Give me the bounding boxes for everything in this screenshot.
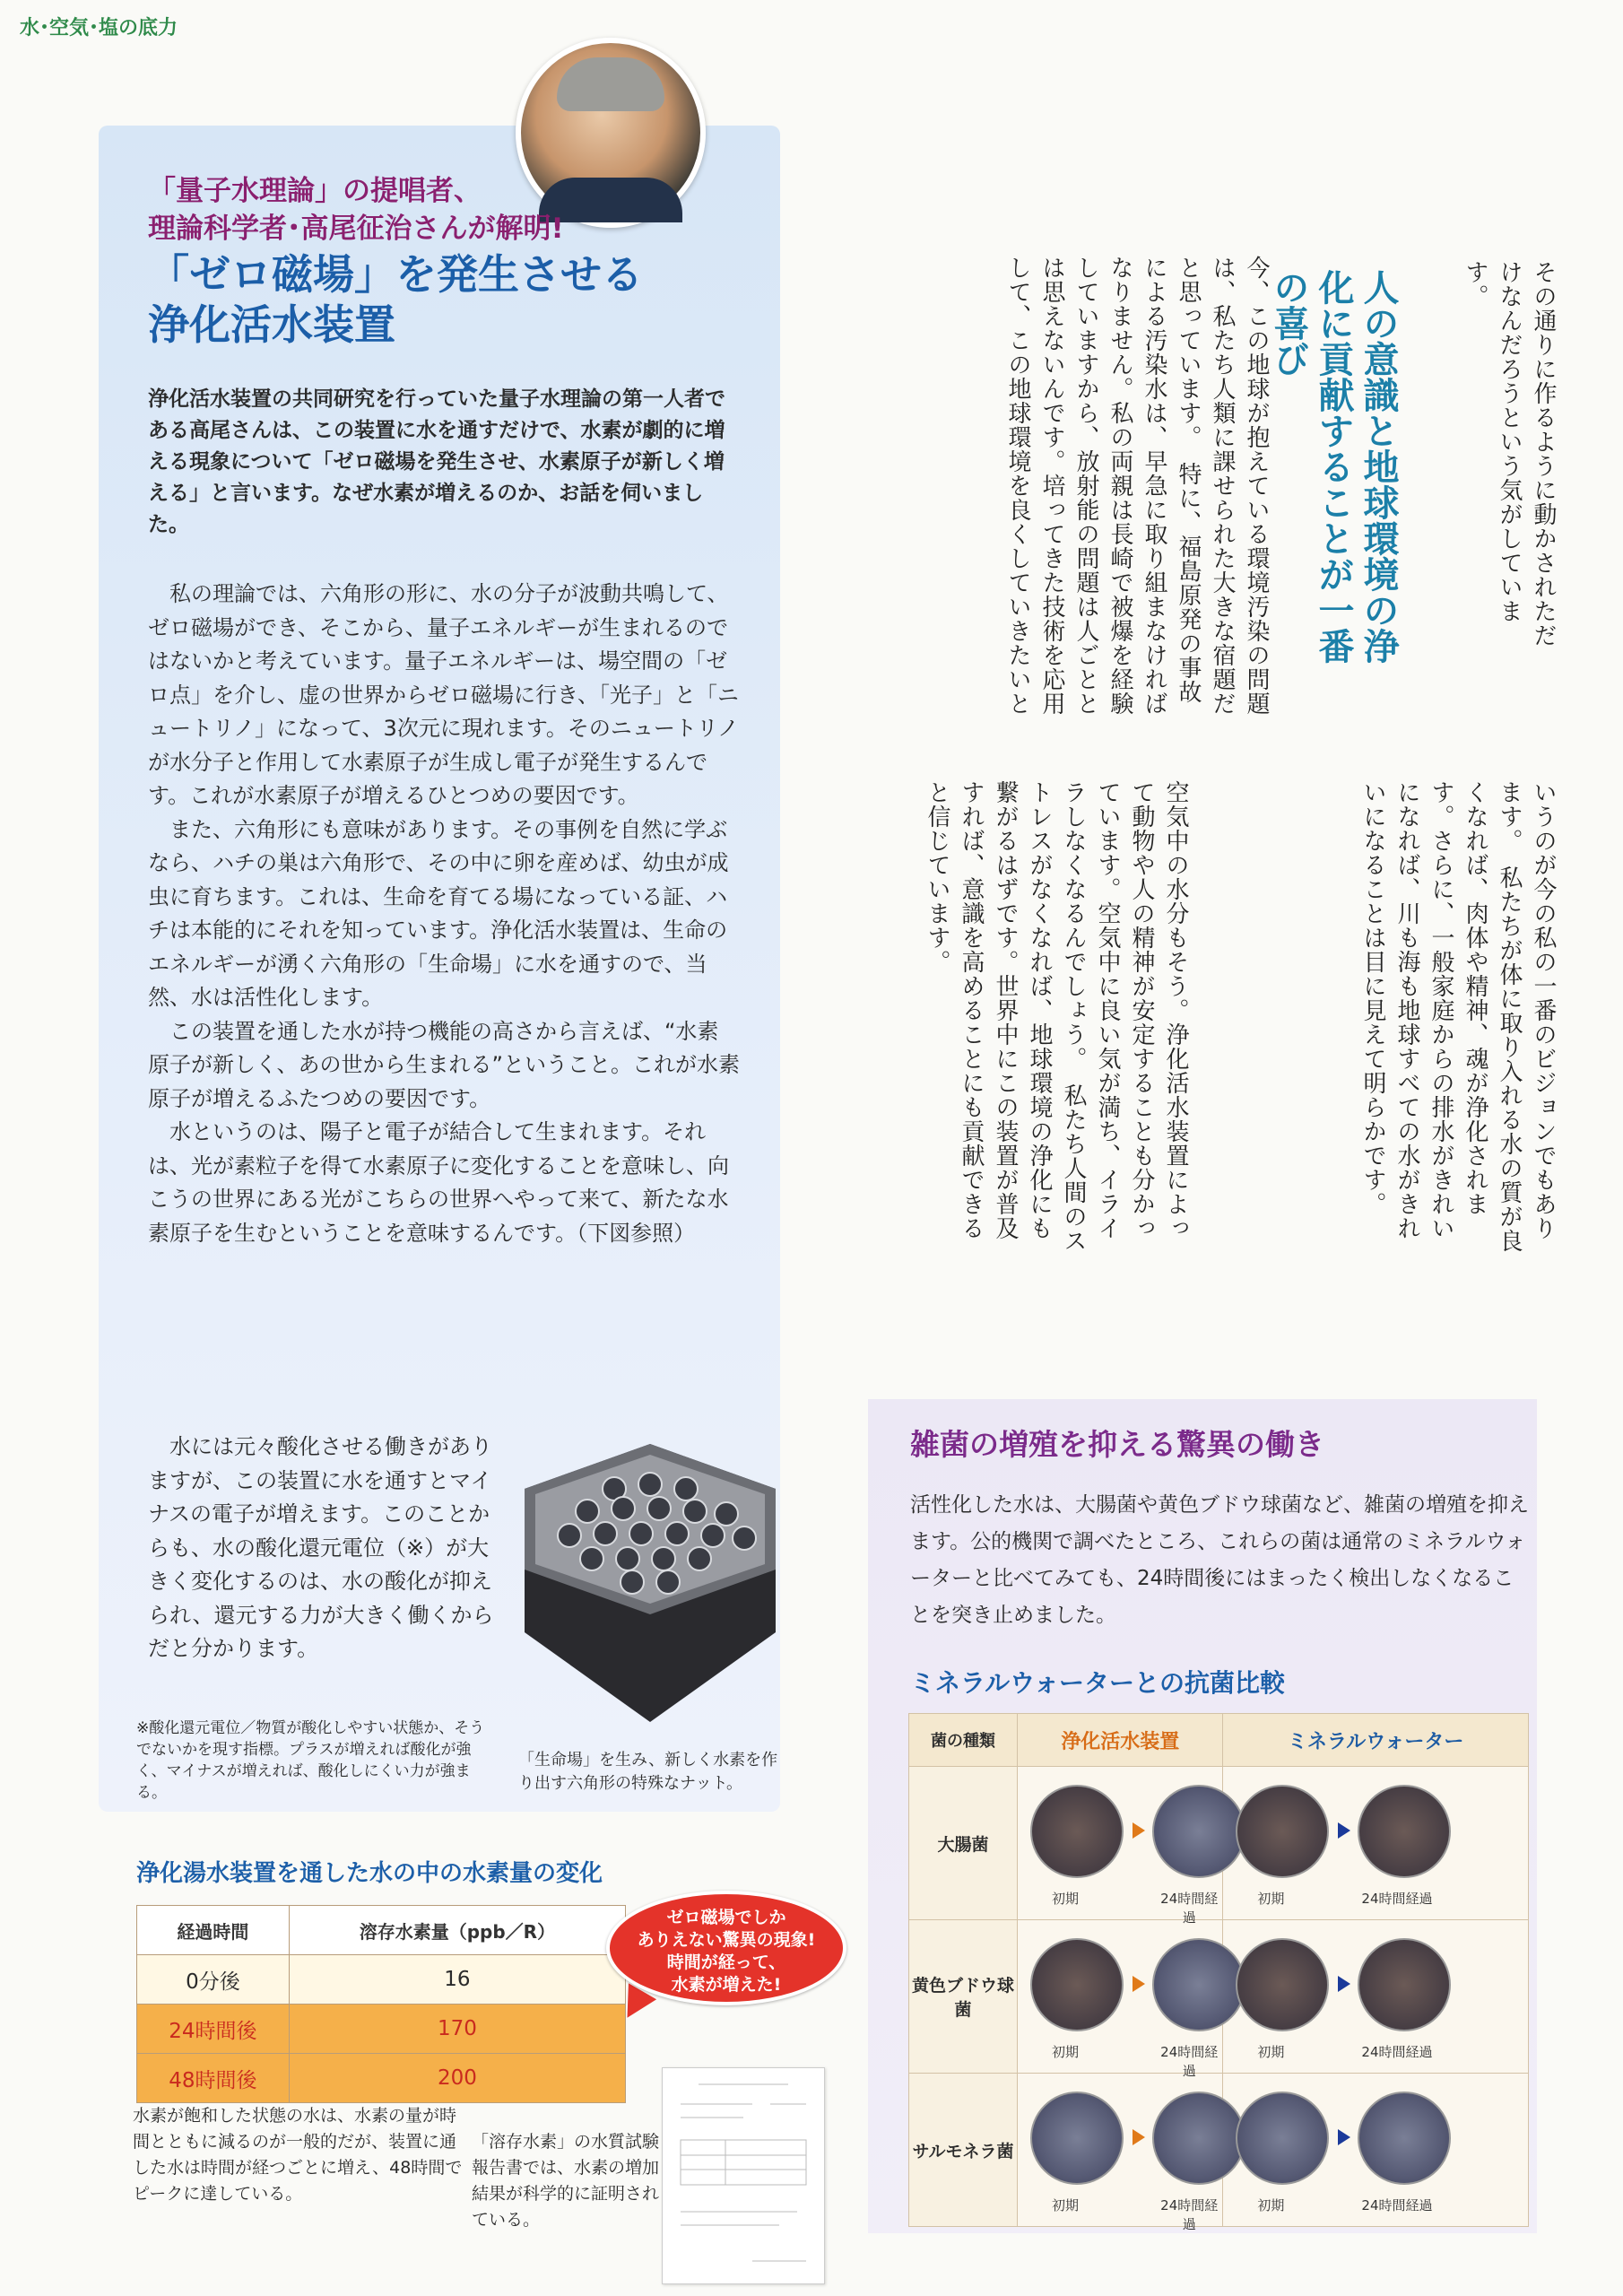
article-title [148,249,758,350]
table-row [909,1920,1529,2074]
arrow-right-icon [1338,2129,1350,2145]
dish-label: 初期 [1257,2044,1285,2060]
dish-label: 24時間経過 [1361,2197,1433,2213]
section-header: 水･空気･塩の底力 [20,17,178,39]
kicker-line: 理論科学者･高尾征治さんが解明! [148,213,564,245]
arrow-right-icon [1133,1976,1145,1992]
table-row [137,2054,626,2103]
nut-caption: 「生命場」を生み、新しく水素を作り出す六角形の特殊なナット。 [518,1751,778,1793]
dish-pair [1018,2074,1222,2232]
bacteria-name: サルモネラ菌 [909,2074,1018,2227]
arrow-right-icon [1338,1822,1350,1839]
comparison-table [908,1713,1529,2232]
table-header: 菌の種類 [909,1714,1018,1767]
arrow-right-icon [1338,1976,1350,1992]
petri-dish [1030,1938,1124,2031]
dish-label: 24時間経過 [1160,2044,1219,2079]
title-line: 「ゼロ磁場」を発生させる [148,250,643,299]
vertical-text-column: いうのが今の私の一番のビジョンでもあります。 私たちが体に取り入れる水の質が良くなれば、肉体や精神、魂が浄化されます。さらに、一般家庭からの排水がきれいになれば、川も海も地球すべての水がきれいになることは目に見えて明らかです。 [1359,780,1557,1253]
report-document-image [662,2067,825,2284]
dish-pair [1223,2074,1528,2226]
dish-pair [1223,1767,1528,1919]
hexagon-nut-image [507,1435,794,1731]
table-header: 溶存水素量（ppb／R） [289,1906,625,1955]
arrow-right-icon [1133,2129,1145,2145]
petri-dish [1030,1785,1124,1878]
article-kicker [148,172,704,248]
bubble-line: ありえない驚異の現象! [637,1930,816,1950]
table-cell: 48時間後 [137,2054,290,2103]
bubble-line: 水素が増えた! [671,1975,782,1995]
hydrogen-table-title: 浄化湯水装置を通した水の中の水素量の変化 [136,1860,603,1887]
table-header: ミネラルウォーター [1223,1714,1529,1767]
table-header: 経過時間 [137,1906,290,1955]
article-body [148,578,740,1250]
dish-label: 初期 [1257,1891,1285,1907]
dish-label: 24時間経過 [1361,1891,1433,1907]
table-row [909,1767,1529,1920]
table-row [137,2005,626,2054]
dish-label: 初期 [1052,2044,1080,2060]
table-row [137,1955,626,2005]
table-cell: 0分後 [137,1955,290,2005]
dish-pair [1223,1920,1528,2073]
footnote: ※酸化還元電位／物質が酸化しやすい状態か、そうでないかを現す指標。プラスが増えれば酸化が強く、マイナスが増えれば、酸化しにくい力が強まる。 [136,1719,485,1802]
table-cell: 170 [289,2005,625,2054]
petri-dish [1236,2092,1329,2185]
dish-label: 初期 [1052,2197,1080,2213]
body-paragraph: 私の理論では、六角形の形に、水の分子が波動共鳴して、ゼロ磁場ができ、そこから、量子エネルギーが生まれるのではないかと考えています。量子エネルギーは、場空間の「ゼロ点」を介し、虚の世界からゼロ磁場に行き、「光子」と「ニュートリノ」になって、3次元に現れます。そのニュートリノが水分子と作用して水素原子が生成し電子が発生するんです。これが水素原子が増えるひとつめの要因です。 [148,581,740,808]
table-row [909,2074,1529,2227]
dish-label: 24時間経過 [1160,1891,1219,1926]
bacteria-name: 大腸菌 [909,1767,1018,1920]
petri-dish [1236,1785,1329,1878]
title-line: 浄化活水装置 [148,300,395,349]
vertical-heading: 人の意識と地球環境の浄化に貢献することが一番の喜び [1268,269,1400,664]
dish-label: 24時間経過 [1160,2197,1219,2232]
body-paragraph: 水というのは、陽子と電子が結合して生まれます。それは、光が素粒子を得て水素原子に変化することを意味し、向こうの世界にある光がこちらの世界へやって来て、新たな水素原子を生むということを意味するんです。（下図参照） [148,1119,729,1246]
hydrogen-table [136,1905,626,2103]
table-cell: 24時間後 [137,2005,290,2054]
body-paragraph: この装置を通した水が持つ機能の高さから言えば、“水素原子が新しく、あの世から生まれる”ということ。これが水素原子が増えるふたつめの要因です。 [148,1018,740,1111]
hydrogen-table-note: 水素が飽和した状態の水は、水素の量が時間とともに減るのが一般的だが、装置に通した水は時間が経つごとに増え、48時間でピークに達している。 [133,2106,463,2204]
bacteria-name: 黄色ブドウ球菌 [909,1920,1018,2074]
article-body-narrow [148,1431,502,1666]
kicker-line: 「量子水理論」の提唱者、 [148,175,482,207]
body-paragraph: また、六角形にも意味があります。その事例を自然に学ぶなら、ハチの巣は六角形で、その中に卵を産めば、幼虫が成虫に育ちます。これは、生命を育てる場になっている証、ハチは本能的にそれを知っています。浄化活水装置は、生命のエネルギーが湧く六角形の「生命場」に水を通すので、当然、水は活性化します。 [148,816,729,1010]
comparison-title: ミネラルウォーターとの抗菌比較 [910,1668,1286,1698]
arrow-right-icon [1133,1822,1145,1839]
vertical-text-column: 今、この地球が抱えている環境汚染の問題は、私たち人類に課せられた大きな宿題だと思っています。 特に、福島原発の事故による汚染水は、早急に取り組まなければなりません。私の両親は長崎で被爆を経験していますから、放射能の問題は人ごととは思えないんです。培ってきた技術を応用して、この地球環境を良くしていきたいと [1004,256,1270,716]
report-caption: 「溶存水素」の水質試験報告書では、水素の増加結果が科学的に証明されている。 [472,2132,660,2230]
petri-dish [1030,2092,1124,2185]
dish-pair [1018,1767,1222,1926]
vertical-text-column: 空気中の水分もそう。浄化活水装置によって動物や人の精神が安定することも分かっています。空気中に良い気が満ち、イライラしなくなるんでしょう。 私たち人間のストレスがなくなれば、地球環境の浄化にも繋がるはずです。世界中にこの装置が普及すれば、意識を高めることにも貢献できると信じています。 [924,780,1189,1253]
petri-dish [1358,1785,1451,1878]
petri-dish [1358,1938,1451,2031]
dish-label: 24時間経過 [1361,2044,1433,2060]
bubble-line: ゼロ磁場でしか [666,1908,786,1927]
table-cell: 200 [289,2054,625,2103]
speech-bubble [606,1891,846,2005]
bubble-line: 時間が経って、 [666,1952,786,1972]
article-lead: 浄化活水装置の共同研究を行っていた量子水理論の第一人者である高尾さんは、この装置に水を通すだけで、水素が劇的に増える現象について「ゼロ磁場を発生させ、水素原子が新しく増える」と言います。なぜ水素が増えるのか、お話を伺いました。 [148,387,725,536]
dish-label: 初期 [1052,1891,1080,1907]
body-paragraph: 水には元々酸化させる働きがありますが、この装置に水を通すとマイナスの電子が増えます。このことからも、水の酸化還元電位（※）が大きく変化するのは、水の酸化が抑えられ、還元する力が大きく働くからだと分かります。 [148,1434,494,1661]
table-cell: 16 [289,1955,625,2005]
bacteria-section-title: 雑菌の増殖を抑える驚異の働き [910,1427,1324,1462]
petri-dish [1358,2092,1451,2185]
vertical-text-column: その通りに作るように動かされただけなんだろうという気がしています。 [1462,260,1557,648]
table-header: 浄化活水装置 [1018,1714,1223,1767]
dish-pair [1018,1920,1222,2079]
bacteria-section-text: 活性化した水は、大腸菌や黄色ブドウ球菌など、雑菌の増殖を抑えます。公的機関で調べたところ、これらの菌は通常のミネラルウォーターと比べてみても、24時間後にはまったく検出しなくなることを突き止めました。 [910,1493,1529,1627]
petri-dish [1236,1938,1329,2031]
dish-label: 初期 [1257,2197,1285,2213]
